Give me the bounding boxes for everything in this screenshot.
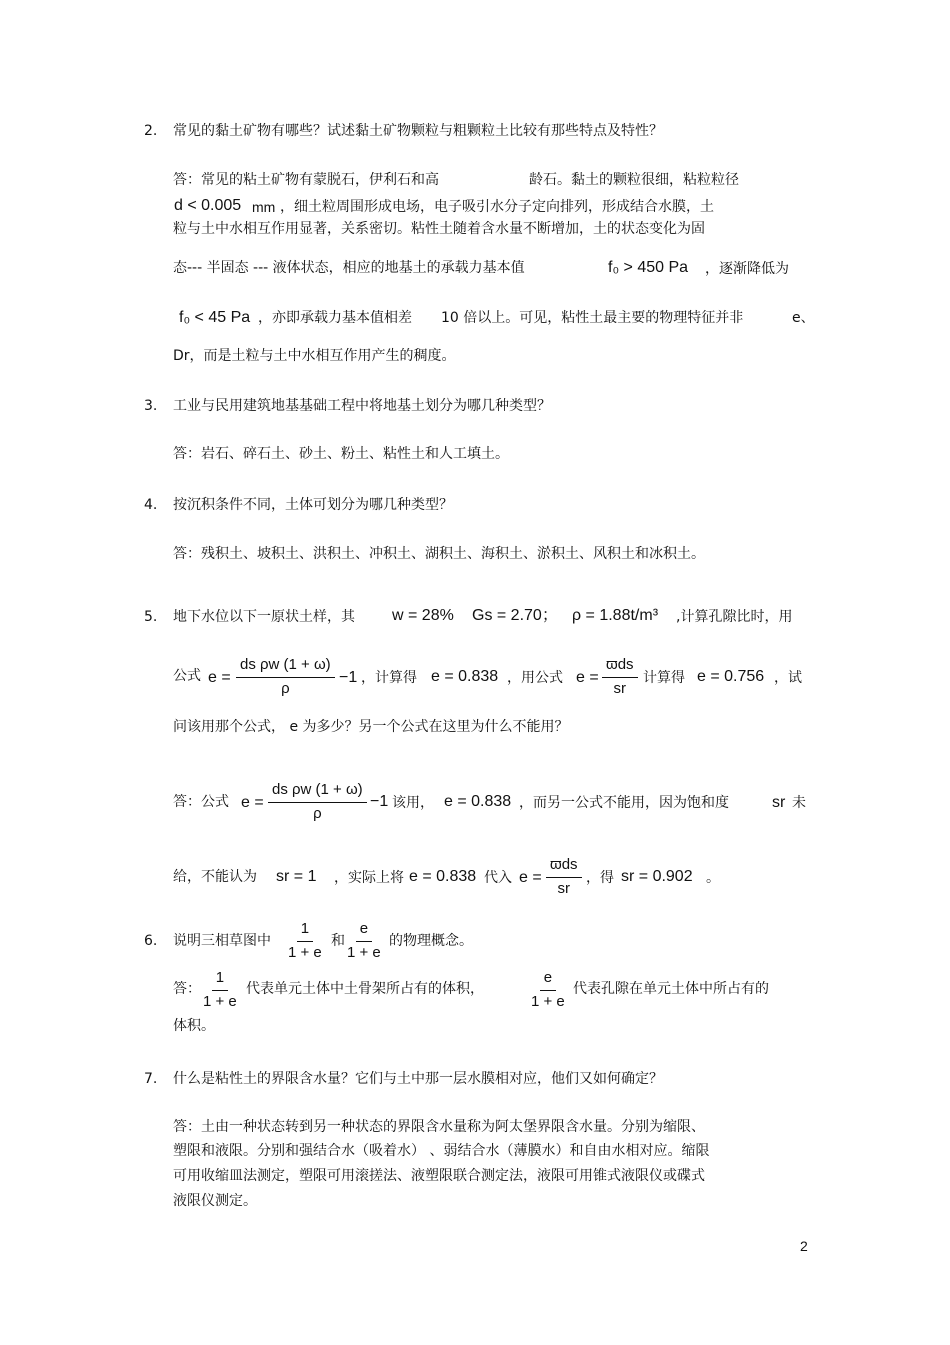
q5-formula-label: 公式 [173,668,201,684]
q6-answer-2: 代表孔隙在单元土体中所占有的 [573,981,769,997]
q5-line2-tail: ，试 [774,670,802,686]
q5-sr-equals-one: sr = 1 [276,868,317,885]
q7-number: 7. [144,1071,158,1087]
q5-formula2-fraction [602,655,638,699]
q5-sr-result: sr = 0.902 [621,868,693,885]
q2-unit: mm [252,199,276,215]
q5-formula1-denominator: ρ [281,680,290,697]
q6-answer-fraction-1-numerator: 1 [212,968,228,991]
q3-answer: 答：岩石、碎石土、砂土、粉土、粘性土和人工填土。 [173,446,509,462]
q5-line5-b: ，实际上将 [334,870,404,886]
q6-fraction-2 [347,919,381,963]
q5-calc-text: ，计算得 [361,670,417,686]
q5-result-2: e = 0.756 [697,668,765,685]
q2-answer-line2: ，细土粒周围形成电场，电子吸引水分子定向排列，形成结合水膜，土 [280,199,714,215]
q2-particle-size: d < 0.005 [174,197,242,214]
q5-line1-tail: ,计算孔隙比时，用 [676,609,793,625]
q2-answer-line6: Dr，而是土粒与土中水相互作用产生的稠度。 [173,348,456,364]
q5-answer-not: 未 [792,795,806,811]
q5-answer-e-equals: e = [241,794,264,811]
q6-fraction-1-numerator: 1 [297,919,313,942]
q5-line3: 问该用那个公式， e 为多少？另一个公式在这里为什么不能用？ [173,719,569,735]
q5-result-1: e = 0.838 [431,668,499,685]
q5-line5-a: 给，不能认为 [173,869,257,885]
q5-line5-value: e = 0.838 [409,868,477,885]
q5-answer-denominator: ρ [313,805,322,822]
q6-answer-3: 体积。 [173,1018,215,1034]
q5-line5-e-equals: e = [519,869,542,886]
q5-answer-value: e = 0.838 [444,793,512,810]
page-number: 2 [800,1238,808,1254]
q5-specific-gravity: Gs = 2.70； [472,607,558,624]
q5-answer-rest: ，而另一公式不能用，因为饱和度 [519,795,729,811]
q5-line5-c: ，得 [586,870,614,886]
q4-number: 4. [144,497,158,513]
q2-bearing-high: f₀ > 450 Pa [608,259,689,276]
q2-bearing-low: f₀ < 45 Pa [179,309,251,326]
q5-calc-text-2: 计算得 [643,670,685,686]
q6-answer-fraction-1-denominator: 1 + e [203,993,237,1010]
q6-answer-1: 代表单元土体中土骨架所占有的体积， [246,981,484,997]
q6-fraction-2-numerator: e [356,919,372,942]
q2-question: 常见的黏土矿物有哪些？试述黏土矿物颗粒与粗颗粒土比较有那些特点及特性？ [173,123,663,139]
q2-answer-line1a: 答：常见的粘土矿物有蒙脱石，伊利石和高 [173,172,439,188]
q5-answer-numerator: ds ρw (1 + ω) [268,780,367,803]
q5-answer-label: 答：公式 [173,794,229,810]
q5-line5-end: 。 [706,870,720,886]
q2-answer-line1b: 龄石。黏土的颗粒很细，粘粒粒径 [529,172,739,188]
q5-minus-one: −1 [339,669,358,686]
q6-fraction-1-denominator: 1 + e [288,944,322,961]
q6-answer-fraction-2-denominator: 1 + e [531,993,565,1010]
q5-answer-fraction [268,780,367,824]
q6-answer-fraction-2 [531,968,565,1012]
q5-line1-text: 地下水位以下一原状土样，其 [173,609,355,625]
q7-answer-line4: 液限仪测定。 [173,1193,257,1209]
q2-answer-line5-b: 10 倍以上。可见，粘性土最主要的物理特征并非 [441,310,744,326]
q6-question-tail: 的物理概念。 [389,933,473,949]
q6-number: 6. [144,933,158,949]
q7-answer-line2: 塑限和液限。分别和强结合水（吸着水） 、弱结合水（薄膜水）和自由水相对应。缩限 [173,1143,710,1159]
q5-line5-substitute: 代入 [484,870,512,886]
q4-question: 按沉积条件不同，土体可划分为哪几种类型？ [173,497,453,513]
q5-number: 5. [144,609,158,625]
q4-answer: 答：残积土、坡积土、洪积土、冲积土、湖积土、海积土、淤积土、风积土和冰积土。 [173,546,705,562]
q5-answer-minus-one: −1 [370,793,389,810]
q2-answer-line4: 态--- 半固态 --- 液体状态，相应的地基土的承载力基本值 [173,260,525,276]
q3-question: 工业与民用建筑地基基础工程中将地基土划分为哪几种类型？ [173,398,551,414]
q5-answer-sr: sr [772,794,786,811]
q5-e-equals-2: e = [576,669,599,686]
q5-formula1-numerator: ds ρw (1 + ω) [236,655,335,678]
q6-fraction-2-denominator: 1 + e [347,944,381,961]
q2-answer-line5: ，亦即承载力基本值相差 [258,310,412,326]
q2-answer-line4-tail: ，逐渐降低为 [705,261,789,277]
q6-fraction-1 [288,919,322,963]
q5-line5-denominator: sr [557,880,571,897]
q6-question-text: 说明三相草图中 [173,933,271,949]
q5-density: ρ = 1.88t/m³ [572,607,659,624]
q5-water-content: w = 28% [392,607,454,624]
q6-answer-fraction-1 [203,968,237,1012]
q6-answer-label: 答： [173,981,201,997]
q3-number: 3. [144,398,158,414]
q5-line5-numerator: ϖds [546,855,582,878]
q2-number: 2. [144,123,158,139]
q5-answer-should: 该用， [392,795,434,811]
q7-answer-line3: 可用收缩皿法测定，塑限可用滚搓法、液塑限联合测定法，液限可用锥式液限仪或碟式 [173,1168,705,1184]
q5-formula2-numerator: ϖds [602,655,638,678]
q2-answer-line5-e: e、 [792,310,815,326]
q5-formula2-denominator: sr [613,680,627,697]
q6-and: 和 [331,933,345,949]
q5-use-formula-text: ，用公式 [507,670,563,686]
q6-answer-fraction-2-numerator: e [540,968,556,991]
q5-e-equals: e = [208,669,231,686]
q7-question: 什么是粘性土的界限含水量？它们与土中那一层水膜相对应，他们又如何确定？ [173,1071,663,1087]
q5-formula1-fraction [236,655,335,699]
q5-line5-fraction [546,855,582,899]
q2-answer-line3: 粒与土中水相互作用显著，关系密切。粘性土随着含水量不断增加，土的状态变化为固 [173,221,705,237]
q7-answer-line1: 答：土由一种状态转到另一种状态的界限含水量称为阿太堡界限含水量。分别为缩限、 [173,1119,705,1135]
